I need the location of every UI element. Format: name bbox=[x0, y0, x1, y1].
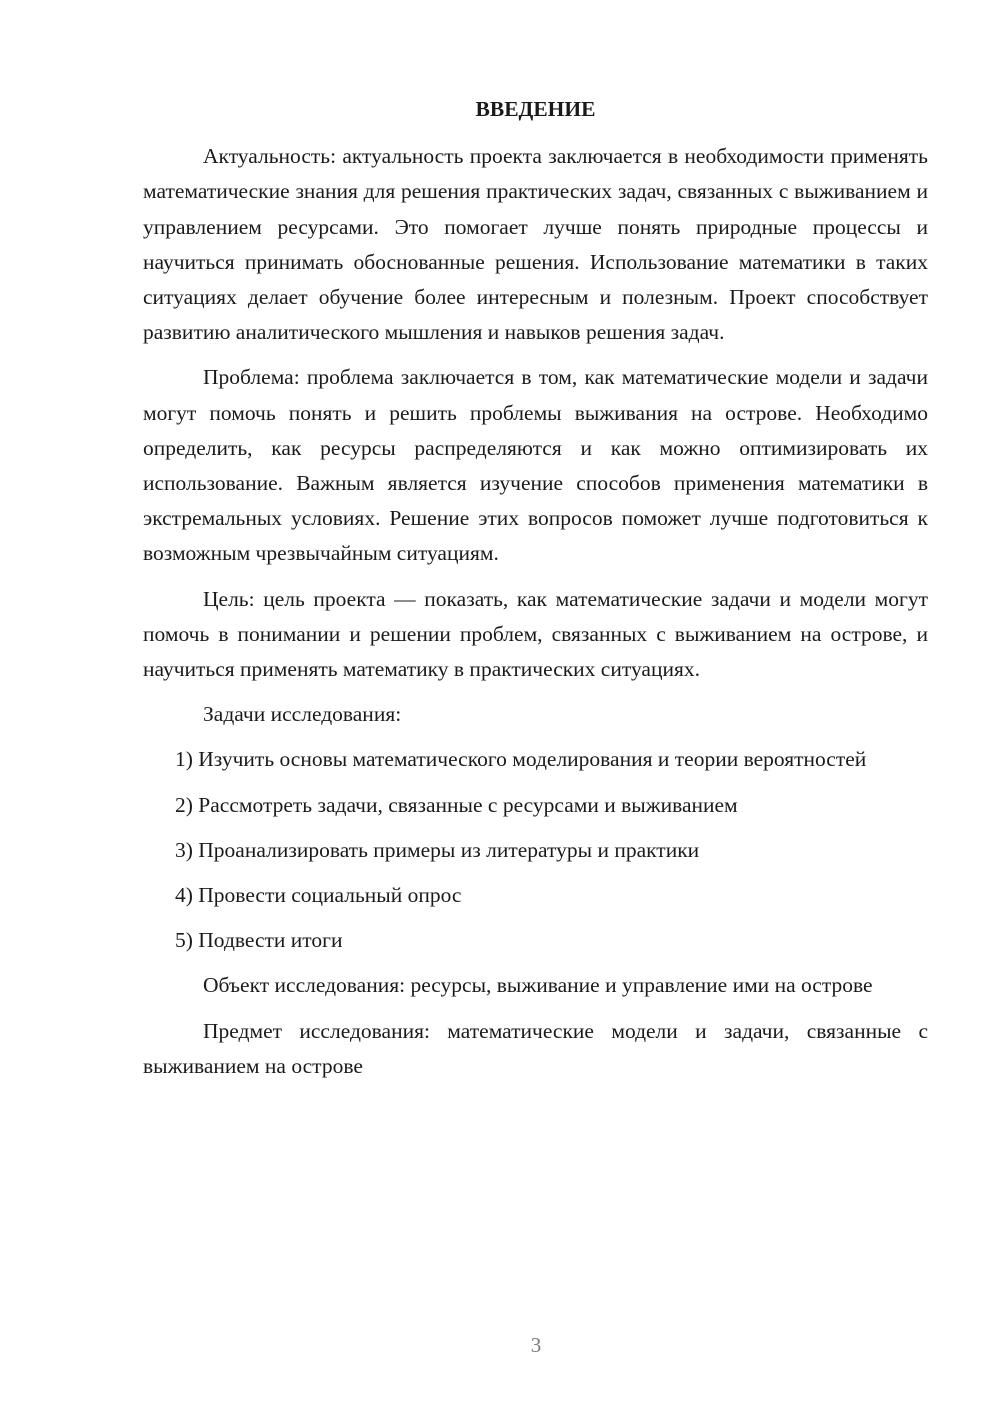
paragraph-object: Объект исследования: ресурсы, выживание и управление ими на острове bbox=[203, 973, 873, 998]
paragraph-problem: Проблема: проблема заключается в том, как математические модели и задачи могут помочь понять и решить проблемы выживания на острове. Необходимо определить, как ресурсы распределяются и как можно оптимизировать их использование. Важным является изучение способов применения математики в экстремальных условиях. Решение этих вопросов поможет лучше подготовиться к возможным чрезвычайным ситуациям. bbox=[143, 365, 928, 566]
list-item: 1) Изучить основы математического моделирования и теории вероятностей bbox=[175, 747, 867, 772]
page-number: 3 bbox=[530, 1333, 542, 1357]
section-title: ВВЕДЕНИЕ bbox=[475, 97, 596, 121]
paragraph-goal: Цель: цель проекта — показать, как математические задачи и модели могут помочь в понимании и решении проблем, связанных с выживанием на острове, и научиться применять математику в практических ситуациях. bbox=[143, 586, 928, 682]
paragraph-subject: Предмет исследования: математические модели и задачи, связанные с выживанием на острове bbox=[143, 1018, 928, 1078]
tasks-heading: Задачи исследования: bbox=[203, 702, 402, 727]
list-item: 5) Подвести итоги bbox=[175, 928, 343, 953]
paragraph-relevance: Актуальность: актуальность проекта заключается в необходимости применять математические знания для решения практических задач, связанных с выживанием и управлением ресурсами. Это помогает лучше понять природные процессы и научиться принимать обоснованные решения. Использование математики в таких ситуациях делает обучение более интересным и полезным. Проект способствует развитию аналитического мышления и навыков решения задач. bbox=[143, 144, 928, 345]
list-item: 4) Провести социальный опрос bbox=[175, 883, 462, 908]
page-content bbox=[143, 92, 928, 1094]
list-item: 2) Рассмотреть задачи, связанные с ресурсами и выживанием bbox=[175, 792, 738, 817]
list-item: 3) Проанализировать примеры из литературы и практики bbox=[175, 837, 700, 862]
tasks-list bbox=[143, 742, 928, 958]
